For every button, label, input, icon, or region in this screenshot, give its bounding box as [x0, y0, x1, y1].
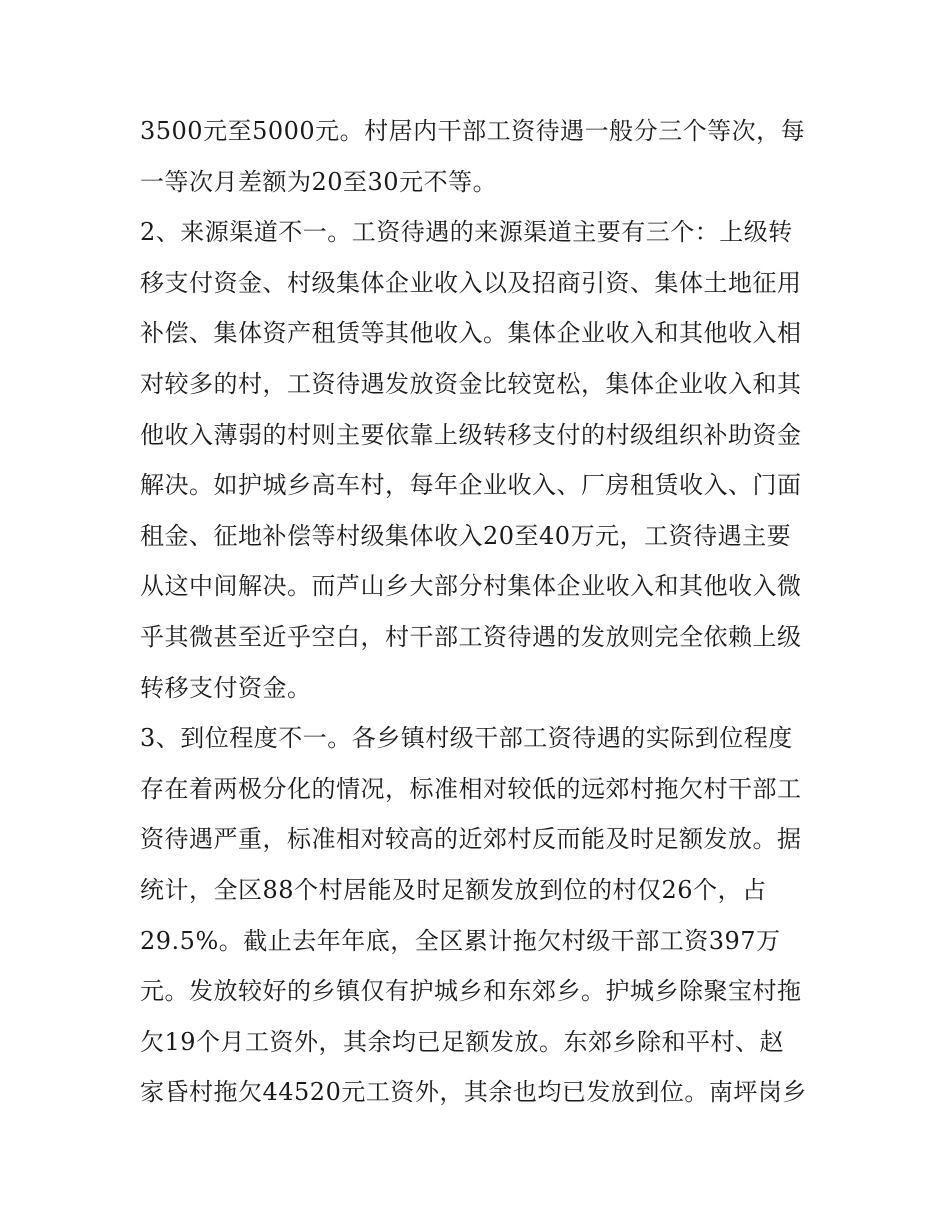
text-line: 移支付资金、村级集体企业收入以及招商引资、集体土地征用	[140, 268, 802, 297]
text-line: 从这中间解决。而芦山乡大部分村集体企业收入和其他收入微	[140, 572, 802, 601]
text-line: 欠19个月工资外，其余均已足额发放。东郊乡除和平村、赵	[140, 1027, 785, 1056]
text-line: 家昏村拖欠44520元工资外，其余也均已发放到位。南坪岗乡	[140, 1078, 807, 1107]
text-line: 租金、征地补偿等村级集体收入20至40万元，工资待遇主要	[140, 521, 792, 550]
text-line: 一等次月差额为20至30元不等。	[140, 167, 498, 196]
text-line: 2、来源渠道不一。工资待遇的来源渠道主要有三个：上级转	[140, 218, 793, 247]
text-line: 3500元至5000元。村居内干部工资待遇一般分三个等次，每	[140, 117, 806, 145]
text-line: 他收入薄弱的村则主要依靠上级转移支付的村级组织补助资金	[140, 420, 802, 449]
text-line: 3、到位程度不一。各乡镇村级干部工资待遇的实际到位程度	[140, 724, 793, 753]
text-line: 资待遇严重，标准相对较高的近郊村反而能及时足额发放。据	[140, 825, 802, 854]
text-line: 对较多的村，工资待遇发放资金比较宽松，集体企业收入和其	[140, 369, 802, 398]
text-line: 补偿、集体资产租赁等其他收入。集体企业收入和其他收入相	[140, 319, 802, 348]
text-line: 存在着两极分化的情况，标准相对较低的远郊村拖欠村干部工	[140, 774, 802, 803]
text-line: 解决。如护城乡高车村，每年企业收入、厂房租赁收入、门面	[140, 471, 802, 500]
text-line: 元。发放较好的乡镇仅有护城乡和东郊乡。护城乡除聚宝村拖	[140, 977, 802, 1006]
body-text	[140, 106, 820, 1118]
text-line: 29.5%。截止去年年底，全区累计拖欠村级干部工资397万	[140, 926, 781, 955]
text-line: 统计，全区88个村居能及时足额发放到位的村仅26个，占	[140, 875, 767, 904]
text-line: 转移支付资金。	[140, 673, 312, 702]
text-line: 乎其微甚至近乎空白，村干部工资待遇的发放则完全依赖上级	[140, 622, 802, 651]
